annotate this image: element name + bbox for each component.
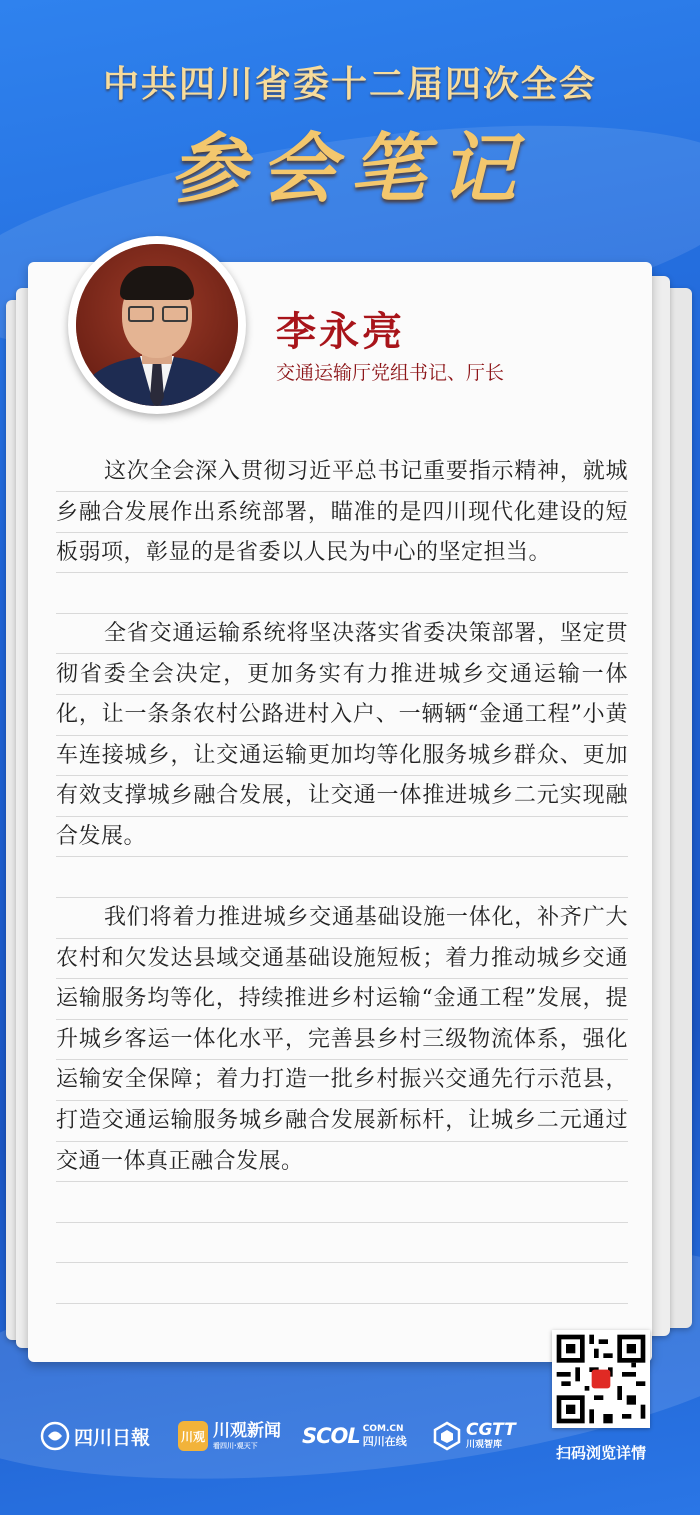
logo-label: 川观新闻 [213,1420,281,1441]
header-subtitle: 中共四川省委十二届四次全会 [102,63,597,105]
person-name: 李永亮 [276,308,405,355]
logo-domain: COM.CN [362,1424,404,1434]
ruled-line [56,1222,628,1223]
qr-code-icon [552,1330,650,1428]
logo-label: CGTT [466,1420,516,1440]
person-position: 交通运输厅党组书记、厅长 [276,362,505,384]
ruled-line [56,1303,628,1304]
avatar [68,236,246,414]
sichuan-daily-icon [40,1421,70,1451]
scol-logo [302,1420,407,1452]
cgtt-icon [432,1421,462,1451]
chuanguan-news-logo [178,1420,281,1452]
paragraph-2: 全省交通运输系统将坚决落实省委决策部署，坚定贯彻省委全会决定，更加务实有力推进城乡交通运输一体化，让一条条农村公路进村入户、一辆辆“金通工程”小黄车连接城乡，让交通运输更加均等化服务城乡群众、更加有效支撑城乡融合发展，让交通一体推进城乡二元实现融合发展。 [56,621,628,849]
logo-sub: 川观智库 [466,1440,503,1450]
logo-label: SCOL [302,1424,360,1448]
qr-caption: 扫码浏览详情 [555,1444,646,1462]
paragraph-1: 这次全会深入贯彻习近平总书记重要指示精神，就城乡融合发展作出系统部署，瞄准的是四川现代化建设的短板弱项，彰显的是省委以人民为中心的坚定担当。 [56,459,628,566]
chuanguan-badge-icon: 川观 [178,1421,208,1451]
paragraph-3: 我们将着力推进城乡交通基础设施一体化，补齐广大农村和欠发达县域交通基础设施短板；着力推动城乡交通运输服务均等化，持续推进乡村运输“金通工程”发展，提升城乡客运一体化水平，完善县乡村三级物流体系，强化运输安全保障；着力打造一批乡村振兴交通先行示范县，打造交通运输服务城乡融合发展新标杆，让城乡二元通过交通一体真正融合发展。 [56,905,628,1174]
logo-label: 四川日報 [74,1426,151,1449]
header-title: 参会笔记 [170,124,530,213]
cgtt-logo [432,1420,516,1452]
qr-code[interactable] [552,1330,650,1428]
portrait-photo [76,244,238,406]
sichuan-daily-logo [40,1420,150,1452]
ruled-line [56,1262,628,1263]
logo-tagline: 看四川·观天下 [213,1441,258,1450]
logo-sub: 四川在线 [362,1435,407,1448]
